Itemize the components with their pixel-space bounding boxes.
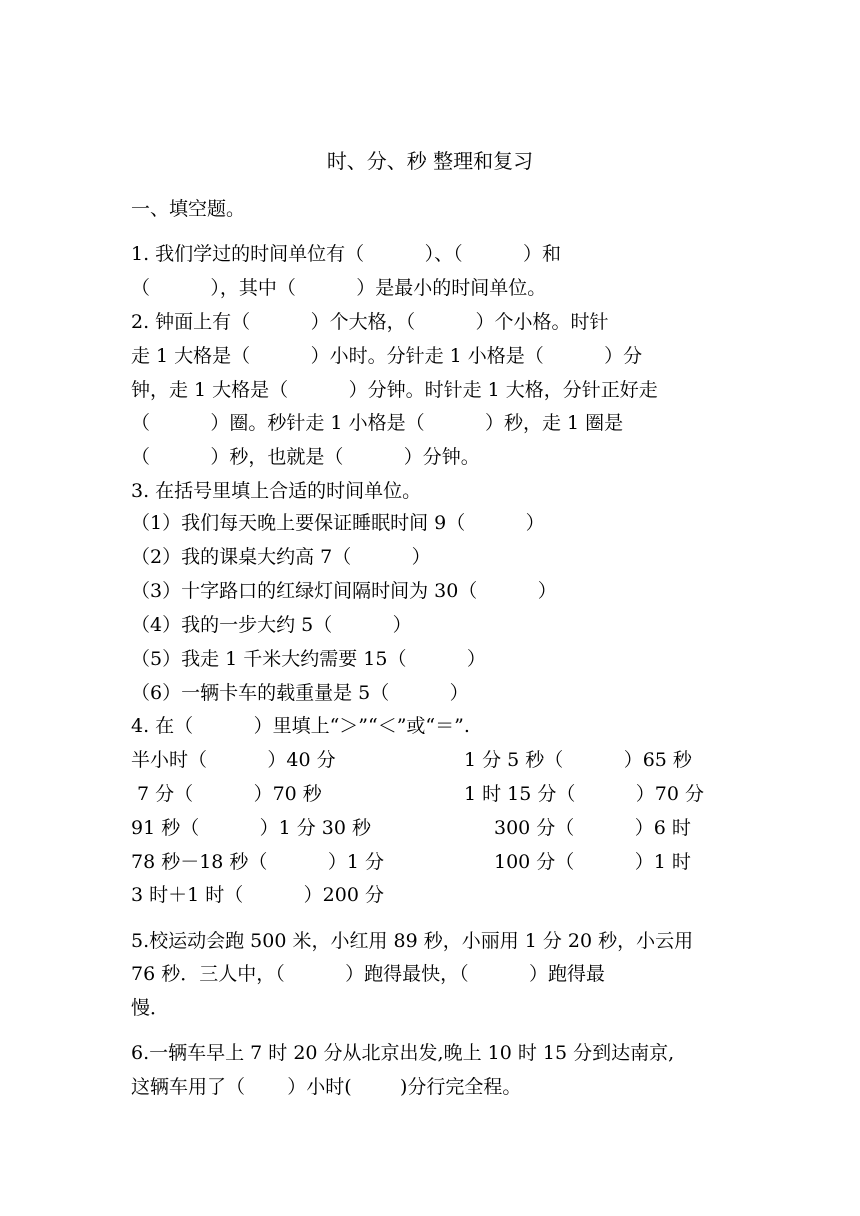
q3-item-4: （4）我的一步大约 5（ ） bbox=[131, 614, 412, 636]
q4-row-5-left: 3 时＋1 时（ ）200 分 bbox=[131, 884, 384, 906]
q4-heading: 4. 在（ ）里填上“＞”“＜”或“＝”. bbox=[131, 715, 470, 737]
q4-row-4-left: 78 秒－18 秒（ ）1 分 bbox=[131, 851, 384, 873]
q3-item-6: （6）一辆卡车的载重量是 5（ ） bbox=[131, 682, 469, 704]
q3-item-3: （3）十字路口的红绿灯间隔时间为 30（ ） bbox=[131, 580, 557, 602]
q2-line-1: 2. 钟面上有（ ）个大格，（ ）个小格。时针 bbox=[131, 311, 609, 333]
section-heading: 一、填空题。 bbox=[131, 198, 246, 220]
q4-row-4-right: 100 分（ ）1 时 bbox=[494, 851, 691, 873]
q3-item-1: （1）我们每天晚上要保证睡眠时间 9（ ） bbox=[131, 512, 545, 534]
q2-line-3: 钟，走 1 大格是（ ）分钟。时针走 1 大格，分针正好走 bbox=[131, 379, 658, 401]
q2-line-2: 走 1 大格是（ ）小时。分针走 1 小格是（ ）分 bbox=[131, 345, 643, 367]
q6-line-2: 这辆车用了（ ）小时( )分行完全程。 bbox=[131, 1076, 522, 1098]
q4-row-3-left: 91 秒（ ）1 分 30 秒 bbox=[131, 817, 371, 839]
q5-line-3: 慢． bbox=[131, 997, 170, 1019]
q3-item-2: （2）我的课桌大约高 7（ ） bbox=[131, 546, 431, 568]
q5-line-2: 76 秒．三人中，（ ）跑得最快，（ ）跑得最 bbox=[131, 963, 606, 985]
q4-row-3-right: 300 分（ ）6 时 bbox=[494, 817, 691, 839]
q5-line-1: 5.校运动会跑 500 米，小红用 89 秒，小丽用 1 分 20 秒，小云用 bbox=[131, 930, 694, 952]
q3-heading: 3. 在括号里填上合适的时间单位。 bbox=[131, 480, 422, 502]
q1-line-1: 1. 我们学过的时间单位有（ ）、（ ）和 bbox=[131, 243, 561, 265]
q4-row-1-right: 1 分 5 秒（ ）65 秒 bbox=[464, 749, 692, 771]
q4-row-2-right: 1 时 15 分（ ）70 分 bbox=[464, 783, 704, 805]
q4-row-2-left: 7 分（ ）70 秒 bbox=[131, 783, 322, 805]
q6-line-1: 6.一辆车早上 7 时 20 分从北京出发,晚上 10 时 15 分到达南京, bbox=[131, 1042, 675, 1064]
q4-row-1-left: 半小时（ ）40 分 bbox=[131, 749, 336, 771]
q2-line-4: （ ）圈。秒针走 1 小格是（ ）秒，走 1 圈是 bbox=[131, 412, 624, 434]
q3-item-5: （5）我走 1 千米大约需要 15（ ） bbox=[131, 648, 486, 670]
page-title: 时、分、秒 整理和复习 bbox=[326, 149, 534, 173]
q1-line-2: （ ），其中（ ）是最小的时间单位。 bbox=[131, 277, 547, 299]
q2-line-5: （ ）秒，也就是（ ）分钟。 bbox=[131, 446, 480, 468]
